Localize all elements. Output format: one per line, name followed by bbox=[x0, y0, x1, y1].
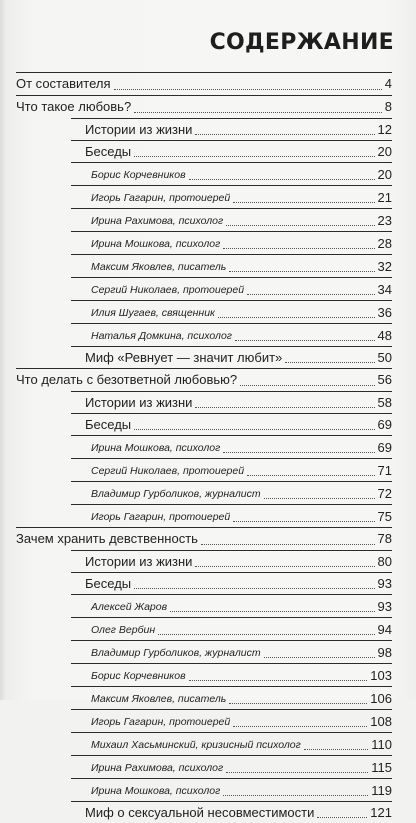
dot-leader bbox=[229, 271, 374, 272]
toc-entry-page-number: 75 bbox=[377, 509, 392, 524]
toc-entry-title: Зачем хранить девственность bbox=[16, 531, 198, 546]
toc-entry-title: Наталья Домкина, психолог bbox=[91, 330, 232, 342]
toc-entry-title: Беседы bbox=[85, 576, 132, 591]
toc-entry-page-number: 34 bbox=[377, 282, 392, 297]
toc-entry bbox=[71, 709, 392, 732]
toc-entry-page-number: 80 bbox=[377, 554, 392, 569]
toc-entry-page-number: 103 bbox=[370, 668, 392, 683]
toc-entry bbox=[71, 572, 392, 594]
toc-entry-page-number: 32 bbox=[377, 259, 392, 274]
toc-entry-page-number: 119 bbox=[371, 783, 392, 798]
dot-leader bbox=[134, 156, 374, 157]
toc-entry-title: Борис Корчевников bbox=[91, 670, 186, 682]
toc-entry-title: Беседы bbox=[85, 417, 132, 432]
toc-entry-page-number: 8 bbox=[384, 99, 392, 114]
toc-entry bbox=[71, 481, 392, 504]
toc-entry bbox=[71, 617, 392, 640]
toc-entry bbox=[71, 208, 392, 231]
toc-entry-page-number: 23 bbox=[377, 213, 392, 228]
toc-entry-title: Сергий Николаев, протоиерей bbox=[91, 284, 245, 296]
toc-entry bbox=[71, 346, 392, 368]
toc-entry-title: Владимир Гурболиков, журналист bbox=[91, 488, 261, 500]
toc-entry-page-number: 56 bbox=[377, 372, 392, 387]
toc-entry-page-number: 71 bbox=[377, 463, 392, 478]
dot-leader bbox=[247, 294, 374, 295]
dot-leader bbox=[195, 407, 374, 408]
dot-leader bbox=[226, 225, 374, 226]
toc-entry bbox=[71, 686, 392, 709]
toc-entry-page-number: 115 bbox=[371, 760, 392, 775]
toc-entry-page-number: 69 bbox=[377, 417, 392, 432]
toc-entry-title: Истории из жизни bbox=[85, 395, 193, 410]
toc-entry-page-number: 36 bbox=[377, 305, 392, 320]
dot-leader bbox=[218, 317, 375, 318]
toc-entry-title: Ирина Мошкова, психолог bbox=[91, 238, 221, 250]
toc-entry bbox=[16, 527, 392, 550]
dot-leader bbox=[229, 703, 367, 704]
toc-entry-page-number: 98 bbox=[377, 645, 392, 660]
toc-entry-title: Борис Корчевников bbox=[91, 169, 186, 181]
toc-entry-page-number: 108 bbox=[370, 714, 392, 729]
dot-leader bbox=[233, 202, 374, 203]
page-title: СОДЕРЖАНИЕ bbox=[209, 30, 394, 55]
toc-entry-page-number: 4 bbox=[384, 76, 392, 91]
dot-leader bbox=[304, 749, 368, 750]
dot-leader bbox=[233, 726, 367, 727]
toc-entry-page-number: 20 bbox=[377, 167, 392, 182]
dot-leader bbox=[195, 566, 374, 567]
toc-entry bbox=[71, 778, 392, 801]
toc-entry-title: Ирина Мошкова, психолог bbox=[91, 442, 221, 454]
toc-entry bbox=[16, 72, 392, 95]
dot-leader bbox=[233, 521, 374, 522]
toc-entry bbox=[71, 391, 392, 413]
toc-entry-title: Сергий Николаев, протоиерей bbox=[91, 465, 245, 477]
dot-leader bbox=[170, 611, 374, 612]
toc-entry-title: Игорь Гагарин, протоиерей bbox=[91, 511, 231, 523]
toc-entry-page-number: 28 bbox=[377, 236, 392, 251]
toc-entry-title: Алексей Жаров bbox=[91, 601, 168, 613]
dot-leader bbox=[235, 340, 375, 341]
dot-leader bbox=[189, 179, 375, 180]
dot-leader bbox=[223, 795, 368, 796]
toc-entry bbox=[71, 732, 392, 755]
dot-leader bbox=[264, 498, 375, 499]
toc-entry-page-number: 69 bbox=[377, 440, 392, 455]
toc-entry-page-number: 21 bbox=[377, 190, 392, 205]
toc-entry bbox=[71, 640, 392, 663]
dot-leader bbox=[134, 429, 374, 430]
toc-entry bbox=[71, 118, 392, 140]
dot-leader bbox=[201, 544, 375, 545]
toc-entry bbox=[71, 435, 392, 458]
page-gutter-shadow bbox=[0, 0, 6, 700]
toc-entry-page-number: 93 bbox=[377, 599, 392, 614]
toc-entry-page-number: 12 bbox=[377, 122, 392, 137]
toc-entry-title: Ирина Рахимова, психолог bbox=[91, 762, 224, 774]
toc-entry bbox=[71, 594, 392, 617]
toc-entry-title: Беседы bbox=[85, 144, 132, 159]
dot-leader bbox=[247, 475, 374, 476]
dot-leader bbox=[223, 452, 374, 453]
toc-entry-title: От составителя bbox=[16, 76, 111, 91]
toc-entry-title: Ирина Рахимова, психолог bbox=[91, 215, 224, 227]
toc-entry bbox=[71, 458, 392, 481]
toc-entry bbox=[71, 504, 392, 527]
toc-entry-title: Игорь Гагарин, протоиерей bbox=[91, 716, 231, 728]
toc-entry-title: Михаил Хасьминский, кризисный психолог bbox=[91, 739, 301, 751]
toc-entry-page-number: 20 bbox=[377, 144, 392, 159]
toc-entry-page-number: 94 bbox=[377, 622, 392, 637]
toc-entry bbox=[71, 140, 392, 162]
dot-leader bbox=[264, 657, 375, 658]
toc-entry-title: Игорь Гагарин, протоиерей bbox=[91, 192, 231, 204]
toc-entry bbox=[16, 95, 392, 118]
toc-entry-page-number: 106 bbox=[370, 691, 392, 706]
toc-entry-title: Владимир Гурболиков, журналист bbox=[91, 647, 261, 659]
toc-entry-title: Миф «Ревнует — значит любит» bbox=[85, 350, 283, 365]
toc-entry bbox=[71, 277, 392, 300]
toc-entry bbox=[71, 801, 392, 823]
toc-entry-title: Олег Вербин bbox=[91, 624, 156, 636]
toc-entry bbox=[71, 254, 392, 277]
dot-leader bbox=[226, 772, 368, 773]
dot-leader bbox=[285, 362, 374, 363]
toc-entry-title: Что делать с безответной любовью? bbox=[16, 372, 238, 387]
toc-entry-title: Что такое любовь? bbox=[16, 99, 132, 114]
toc-entry bbox=[71, 162, 392, 185]
dot-leader bbox=[114, 89, 382, 90]
toc-entry bbox=[71, 755, 392, 778]
toc-entry-title: Истории из жизни bbox=[85, 554, 193, 569]
toc-entry bbox=[71, 323, 392, 346]
dot-leader bbox=[195, 134, 374, 135]
toc-entry bbox=[16, 368, 392, 391]
toc-entry bbox=[71, 663, 392, 686]
toc-entry bbox=[71, 550, 392, 572]
toc-entry-page-number: 78 bbox=[377, 531, 392, 546]
toc-entry-page-number: 121 bbox=[370, 805, 392, 820]
dot-leader bbox=[189, 680, 368, 681]
toc-entry bbox=[71, 231, 392, 254]
toc-entry-page-number: 48 bbox=[377, 328, 392, 343]
toc-entry-page-number: 58 bbox=[377, 395, 392, 410]
toc-entry-title: Максим Яковлев, писатель bbox=[91, 693, 227, 705]
toc-entry-title: Ирина Мошкова, психолог bbox=[91, 785, 221, 797]
dot-leader bbox=[134, 588, 374, 589]
toc-entry-title: Максим Яковлев, писатель bbox=[91, 261, 227, 273]
toc-entry-title: Истории из жизни bbox=[85, 122, 193, 137]
toc-entry-title: Илия Шугаев, священник bbox=[91, 307, 216, 319]
toc-entry-page-number: 110 bbox=[371, 737, 392, 752]
dot-leader bbox=[223, 248, 374, 249]
dot-leader bbox=[134, 112, 382, 113]
toc-entry-title: Миф о сексуальной несовместимости bbox=[85, 805, 315, 820]
toc-entry bbox=[71, 185, 392, 208]
toc-entry-page-number: 50 bbox=[377, 350, 392, 365]
table-of-contents bbox=[16, 72, 392, 823]
toc-entry-page-number: 72 bbox=[377, 486, 392, 501]
dot-leader bbox=[240, 385, 374, 386]
toc-entry bbox=[71, 300, 392, 323]
toc-entry-page-number: 93 bbox=[377, 576, 392, 591]
dot-leader bbox=[158, 634, 374, 635]
toc-entry bbox=[71, 413, 392, 435]
dot-leader bbox=[317, 817, 367, 818]
